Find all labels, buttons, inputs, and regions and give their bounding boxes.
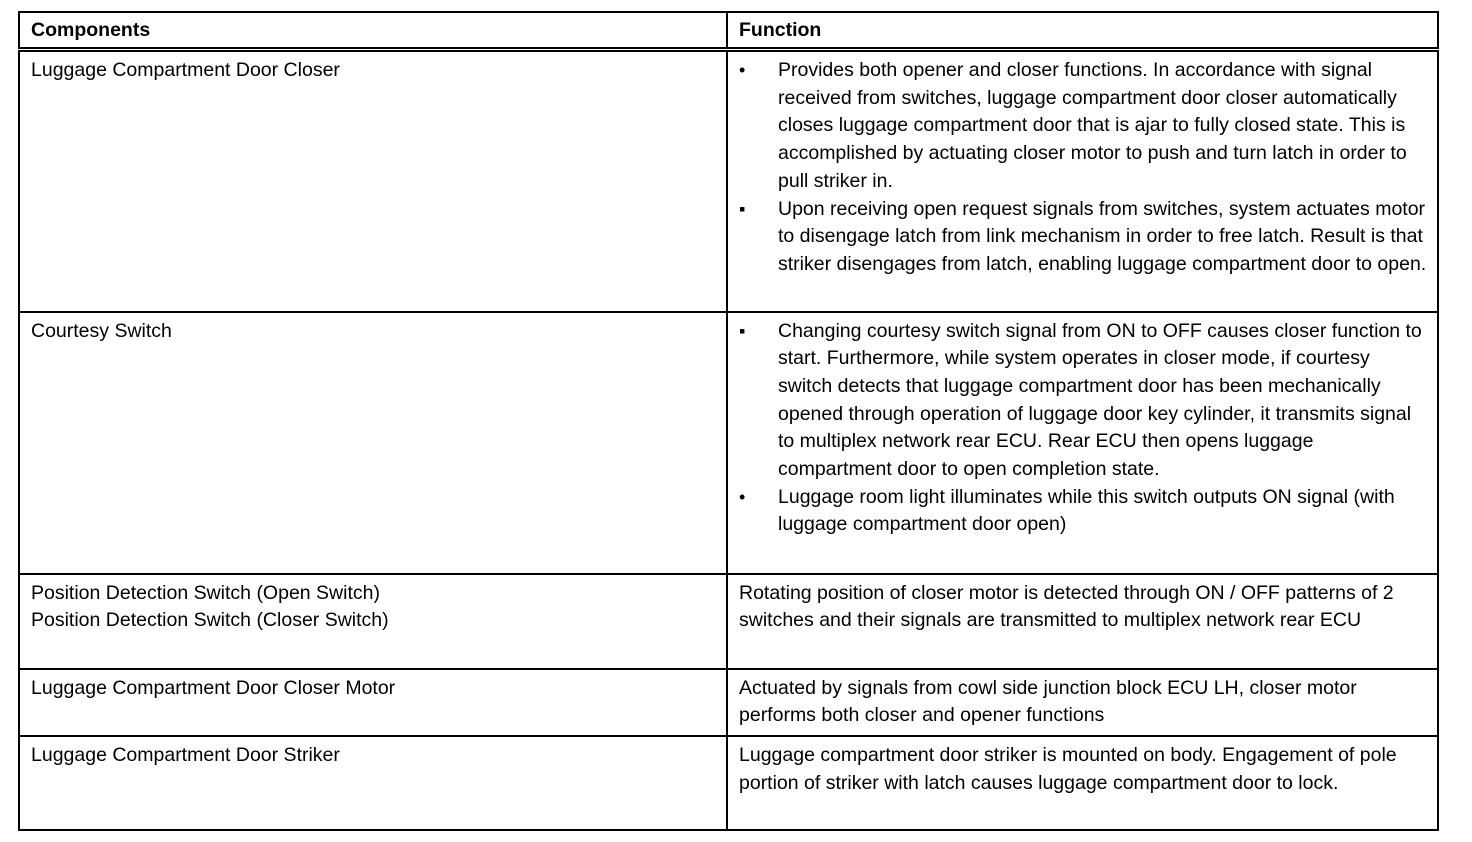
table-row	[19, 669, 1438, 736]
function-cell: Actuated by signals from cowl side junction block ECU LH, closer motor performs both closer and opener functions	[727, 669, 1438, 736]
component-cell	[19, 312, 727, 574]
function-bullet	[739, 57, 1427, 196]
table-row	[19, 312, 1438, 574]
component-name: Courtesy Switch	[31, 319, 172, 342]
component-name: Luggage Compartment Door Closer Motor	[31, 676, 396, 699]
component-cell	[19, 50, 727, 312]
bullet-icon: •	[739, 486, 746, 507]
function-cell	[727, 312, 1438, 574]
function-bullet	[739, 318, 1427, 484]
function-cell	[727, 50, 1438, 312]
component-name: Luggage Compartment Door Closer	[31, 59, 340, 81]
bullet-icon: ▪	[739, 198, 746, 219]
header-row	[19, 12, 1438, 50]
component-name: Position Detection Switch (Closer Switch)	[31, 609, 389, 632]
component-cell	[19, 669, 727, 736]
bullet-icon: ▪	[739, 320, 746, 341]
bullet-text: Luggage room light illuminates while this switch outputs ON signal (with luggage compartment door open)	[778, 485, 1395, 536]
bullet-icon: •	[739, 60, 746, 80]
bullet-text: Provides both opener and closer functions. In accordance with signal received from switches, luggage compartment door closer automatically closes luggage compartment door that is ajar to fully closed state. This is accomplished by actuating closer motor to push and turn latch in order to pull striker in.	[778, 59, 1407, 192]
bullet-text: Upon receiving open request signals from switches, system actuates motor to disengage latch from link mechanism in order to free latch. Result is that striker disengages from latch, enabling luggage compartment door to open.	[778, 197, 1427, 275]
component-cell	[19, 574, 727, 669]
component-cell	[19, 736, 727, 830]
function-bullet-list	[739, 57, 1427, 279]
bullet-text: Changing courtesy switch signal from ON to OFF causes closer function to start. Furthermore, while system operates in closer mode, if courtesy switch detects that luggage compartment door has been mechanically opened through operation of luggage door key cylinder, it transmits signal to multiplex network rear ECU. Rear ECU then opens luggage compartment door to open completion state.	[778, 319, 1422, 481]
function-bullet	[739, 196, 1427, 279]
table-row	[19, 574, 1438, 669]
function-bullet-list	[739, 318, 1427, 540]
table-row	[19, 736, 1438, 830]
header-function: Function	[727, 12, 1438, 50]
function-bullet	[739, 484, 1427, 539]
table-row	[19, 50, 1438, 312]
components-function-table	[18, 11, 1439, 831]
component-name: Position Detection Switch (Open Switch)	[31, 581, 380, 604]
component-name: Luggage Compartment Door Striker	[31, 743, 340, 766]
function-cell: Luggage compartment door striker is mounted on body. Engagement of pole portion of striker with latch causes luggage compartment door to lock.	[727, 736, 1438, 830]
header-components: Components	[19, 12, 727, 50]
function-cell: Rotating position of closer motor is detected through ON / OFF patterns of 2 switches and their signals are transmitted to multiplex network rear ECU	[727, 574, 1438, 669]
